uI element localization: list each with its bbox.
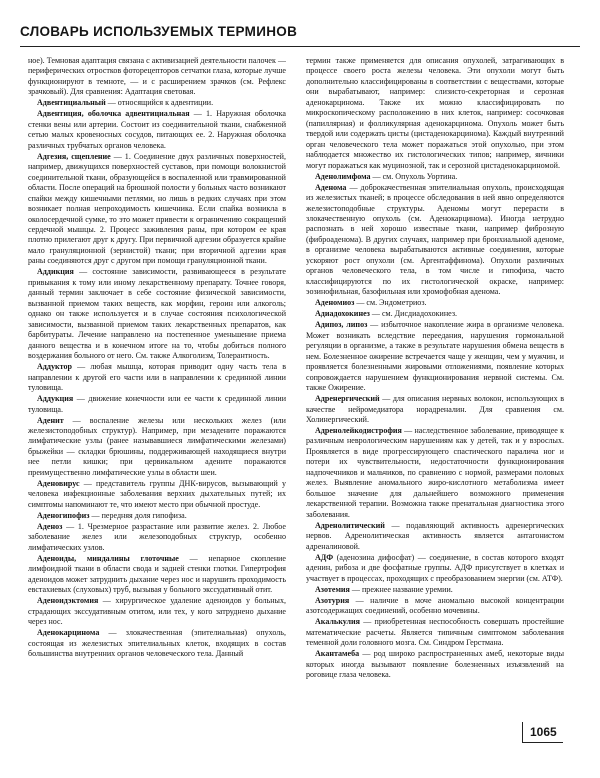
dictionary-entry	[28, 394, 286, 415]
entry-definition: — прежнее название уремии.	[349, 584, 453, 594]
dictionary-entry	[28, 554, 286, 596]
entry-term: Адренергический	[315, 394, 380, 404]
left-column	[28, 56, 286, 734]
entry-term: Акантамеба	[315, 649, 360, 659]
dictionary-entry	[28, 416, 286, 479]
dictionary-entry	[306, 521, 564, 552]
dictionary-entry	[28, 267, 286, 361]
entry-definition: — см. Опухоль Уортина.	[370, 171, 458, 181]
entry-term: Аденовирус	[37, 478, 80, 488]
entry-term: Аденоз	[37, 521, 63, 531]
entry-definition: — для описания нервных волокон, использующих в качестве нейромедиатора норадреналин. Для сравнения см. Холинергический.	[306, 394, 564, 424]
dictionary-entry	[306, 309, 564, 319]
dictionary-entry	[306, 172, 564, 182]
entry-definition: — относящийся к адвентиции.	[105, 98, 214, 108]
dictionary-entry	[306, 56, 564, 171]
dictionary-entry	[306, 649, 564, 680]
entry-definition: — 1. Чрезмерное разрастание или развитие желез. 2. Любое заболевание желез или железоподобных структур, особенно лимфатических узлов.	[28, 521, 286, 552]
entry-definition: — хирургическое удаление аденоидов у больных, страдающих экссудативным отитом, или тех, у кого затруднено дыхание через нос.	[28, 596, 286, 627]
entry-definition: термин также применяется для описания опухолей, затрагивающих в процессе своего роста железы человека. Эти опухоли могут быть дополнительно классифицированы в соответствии с веществами, которые они вырабатывают, например: слизисто-секреторная и серозная аденокарцинома. Также их можно классифицировать по микроскопическому расположению в них клеток, например: сосочковая (папиллярная) и фолликулярная аденокарцинома. Опухоль может быть твердой или содержать цисты (цистаденокарцинома). Каждый внутренний орган человеческого тела может поражаться этой опухолью, при этом наблюдается множество их гистологических типов; например, яичники могут поражаться как муцинозной, так и серозной цистаденокарциномой.	[306, 56, 564, 170]
dictionary-entry	[306, 183, 564, 298]
entry-definition: — избыточное накопление жира в организме человека. Может возникать вследствие переедания, нарушения гормональной регуляции в организме, а также в результате нарушения обмена веществ в нем. Болезненное ожирение встречается чаще у женщин, чем у мужчин, и проявляется болезненными жировыми отложениями, появление которых сопровождается нарушением функционирования нервной системы. См. также Ожирение.	[306, 320, 564, 393]
entry-definition: — воспаление железы или нескольких желез (или железистоподобных структур). Например, при мезадените поражаются лимфатические узлы (ранее называвшиеся лимфатическими железами) брыжейки — складки брюшины, поддерживающей находящиеся внутри нее петли кишки; при цервикальном адените поражаются преимущественно лимфатические узлы в области шеи.	[28, 415, 286, 477]
entry-definition: — состояние зависимости, развивающееся в результате привыкания к тому или иному лекарственному препарату. Точнее говоря, данный термин заключает в себе состояние физической зависимости, вызванной приемом таких веществ, как морфин, героин или алкоголь; однако он также используется и в случае состояния психологической зависимости, вызванной приемом таких лекарственных препаратов, как барбитураты. Лечение направлено на постепенное уменьшение приема данного вещества и в конечном итоге на то, чтобы добиться полного воздержания больного от него. См. также Алкоголизм, Толерантность.	[28, 267, 286, 361]
page-header	[20, 20, 580, 47]
entry-term: АДФ	[315, 552, 334, 562]
dictionary-entry	[28, 522, 286, 553]
dictionary-entry	[306, 394, 564, 425]
entry-term: Азотурия	[315, 595, 350, 605]
dictionary-entry	[28, 152, 286, 267]
dictionary-entry	[28, 56, 286, 98]
entry-definition: ное). Темновая адаптация связана с активизацией деятельности палочек — периферических отростков фоторецепторов сетчатки глаза, которые лучше функционируют в темноте, — и с расширением зрачков (см. Рефлекс зрачковый). Для сравнения: Адаптация световая.	[28, 56, 286, 97]
entry-definition: — см. Дисдиадохокинез.	[369, 309, 458, 319]
dictionary-entry	[28, 511, 286, 521]
entry-term: Адвентиция, оболочка адвентициальная	[37, 109, 190, 119]
entry-term: Азотемия	[315, 584, 350, 594]
entry-definition: — движение конечности или ее части к срединной линии туловища.	[28, 394, 286, 414]
entry-definition: — представитель группы ДНК-вирусов, вызывающий у человека инфекционные заболевания верхних дыхательных путей; их симптомы напоминают те, что имеют место при обычной простуде.	[28, 478, 286, 509]
entry-definition: — см. Эндометриоз.	[354, 298, 427, 308]
entry-term: Аддуктор	[37, 362, 72, 372]
entry-definition: — непарное скопление лимфоидной ткани в области свода и задней стенки глотки. Гипертрофия аденоидов может затруднить дыхание через нос и нарушить проходимость евстахиевых (слуховых) труб, вызывая у больного экссудативный отит.	[28, 553, 286, 595]
dictionary-entry	[306, 320, 564, 393]
dictionary-entry	[28, 98, 286, 108]
entry-term: Адренолейкодистрофия	[315, 426, 402, 436]
entry-definition: — подавляющий активность адренергических нервов. Адренолитическая активность является антагонистом адреналиновой.	[306, 520, 564, 551]
entry-definition: (аденозина дифосфат) — соединение, в состав которого входят аденин, рибоза и две фосфатные группы. АДФ присутствует в клетках и участвует в процессах, проходящих с преобразованием энергии (см. АТФ).	[306, 552, 564, 583]
entry-term: Аддукция	[37, 394, 74, 404]
entry-term: Адгезия, сщепление	[37, 151, 111, 161]
entry-term: Аденолимфома	[315, 171, 371, 181]
entry-term: Аденома	[315, 182, 347, 192]
entry-term: Аденомиоз	[315, 298, 355, 308]
page-title: СЛОВАРЬ ИСПОЛЬЗУЕМЫХ ТЕРМИНОВ	[20, 24, 298, 39]
entry-term: Акалькулия	[315, 617, 361, 627]
entry-definition: — злокачественная (эпителиальная) опухоль, состоящая из железистых эпителиальных клеток, входящих в состав большинства внутренних органов человеческого тела. Данный	[28, 628, 286, 659]
dictionary-entry	[306, 298, 564, 308]
dictionary-entry	[306, 585, 564, 595]
dictionary-entry	[28, 628, 286, 659]
dictionary-entry	[28, 596, 286, 627]
entry-term: Аденогипофиз	[37, 510, 90, 520]
entry-definition: — род широко распространенных амеб, некоторые виды которых иногда вызывают появление болезненных изъязвлений на роговице глаза человека.	[306, 649, 564, 679]
dictionary-entry	[306, 426, 564, 520]
entry-definition: — наличие в моче аномально высокой концентрации азотсодержащих соединений, особенно мочевины.	[306, 595, 564, 616]
entry-term: Аденоиды, миндалины глоточные	[37, 553, 179, 563]
entry-definition: — передняя доля гипофиза.	[89, 510, 187, 520]
entry-term: Аденоидэктомия	[37, 596, 99, 606]
dictionary-entry	[306, 596, 564, 617]
dictionary-entry	[306, 617, 564, 648]
entry-term: Адиадохокинез	[315, 309, 370, 319]
entry-term: Адвентициальный	[37, 98, 106, 108]
entry-term: Аденокарцинома	[37, 628, 100, 638]
page-number: 1065	[530, 725, 557, 739]
entry-definition: — приобретенная неспособность совершать простейшие математические расчеты. Является типичным симптомом заболевания теменной доли головного мозга. См. Синдром Герстмана.	[306, 617, 564, 648]
page-number-box	[522, 722, 563, 743]
entry-term: Адипоз, липоз	[315, 320, 368, 330]
dictionary-entry	[28, 109, 286, 151]
entry-definition: — доброкачественная эпителиальная опухоль, происходящая из железистых тканей; в процессе обследования в ней явно определяются железистоподобные структуры. Аденомы могут перерасти в злокачественную опухоль (см. Аденокарцинома). Иногда нетрудно распознать в ней хорошо известные ткани, например фиброзную (фиброаденома). В других случаях, например при бронхиальной аденоме, в организме человека вырабатываются активные соединения, которые ускоряют рост опухоли (см. Аргентаффинома). Опухоли различных органов человеческого тела, в том числе и гипофиза, часто классифицируются по их гистологической окраске, например: эозинофильная, базофильная или хромофобная аденома.	[306, 182, 564, 297]
entry-term: Адренолитический	[315, 520, 385, 530]
entry-definition: — наследственное заболевание, приводящее к различным неврологическим нарушениям как у детей, так и у взрослых. Проявляется в виде прогрессирующего спастического паралича ног и потери их чувствительности, недостаточности функционирования надпочечников и мальчиков, по сравнению с нормой, размерами половых желез. Выявление аномального жиро-кислотного метаболизма имеет большое значение для дальнейшего возможного применения лекарственной терапии. Возможна также пренатальная диагностика этого заболевания.	[306, 426, 564, 519]
entry-definition: — 1. Соединение двух различных поверхностей, например, движущихся поверхностей суставов, при помощи волокнистой соединительной ткани, образующейся в воспаленной или травмированной области. После операций на брюшной полости у больных часто возникают спайки между кишечными петлями, но лишь в редких случаях при этом возникает полная непроходимость кишечника. Если спайка возникла в околосердечной сумке, то это может привести к ограничению сокращений сердечной мышцы. 2. Процесс заживления раны, при котором ее края плотно прилегают друг к другу. При первичной адгезии образуется крайне мало грануляционной (зернистой) ткани; при вторичной адгезии края раны соединяются друг с другом при помощи грануляционной ткани.	[28, 151, 286, 266]
entry-definition: — любая мышца, которая приводит одну часть тела в направлении к другой его части или в направлении к срединной линии туловища.	[28, 362, 286, 393]
dictionary-entry	[28, 479, 286, 510]
entry-definition: — 1. Наружная оболочка стенки вены или артерии. Состоит из соединительной ткани, снабженной сетью малых кровеносных сосудов, питающих ее. 2. Наружная оболочка различных трубчатых органов человека.	[28, 109, 286, 150]
entry-term: Аддикция	[37, 267, 74, 277]
dictionary-entry	[306, 553, 564, 584]
right-column	[306, 56, 564, 734]
entry-term: Аденит	[37, 415, 64, 425]
dictionary-entry	[28, 362, 286, 393]
